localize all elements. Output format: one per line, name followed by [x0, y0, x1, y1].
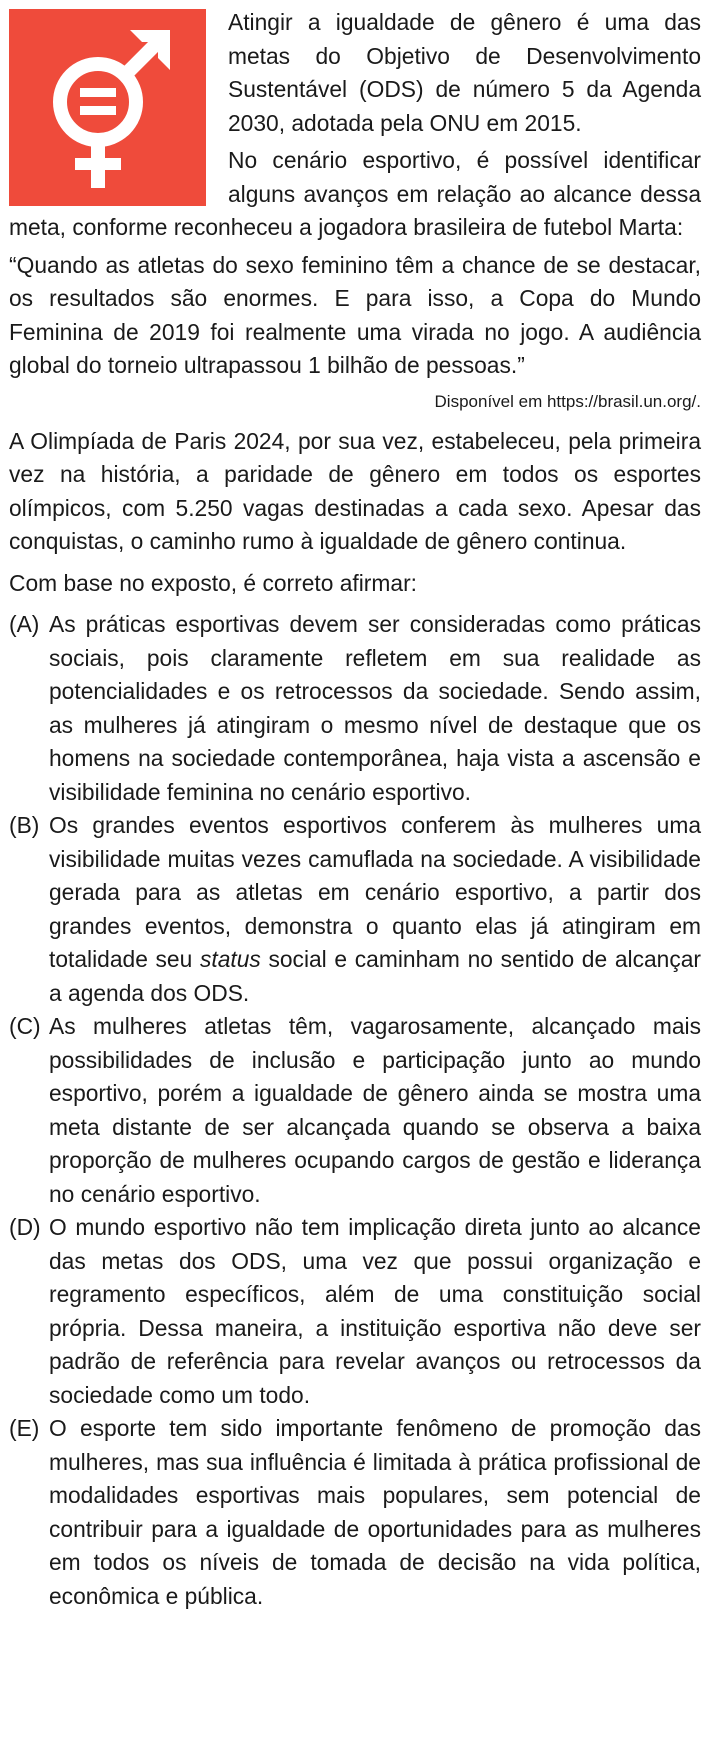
option-text: As práticas esportivas devem ser consideradas como práticas sociais, pois claramente refletem em sua realidade as potencialidades e os retrocessos da sociedade. Sendo assim, as mulheres já atingiram o mesmo nível de destaque que os homens na sociedade contemporânea, haja vista a ascensão e visibilidade feminina no cenário esportivo. — [49, 611, 701, 805]
option-text: As mulheres atletas têm, vagarosamente, alcançado mais possibilidades de inclusão e participação junto ao mundo esportivo, porém a igualdade de gênero ainda se mostra uma meta distante de ser alcançada quando se observa a baixa proporção de mulheres ocupando cargos de gestão e liderança no cenário esportivo. — [49, 1013, 701, 1207]
option-letter: (E) — [9, 1415, 40, 1441]
option-b[interactable] — [9, 809, 701, 1010]
option-text: O mundo esportivo não tem implicação direta junto ao alcance das metas dos ODS, uma vez que possui organização e regramento específicos, além de uma constituição social própria. Dessa maneira, a instituição esportiva não deve ser padrão de referência para revelar avanços ou retrocessos da sociedade como um todo. — [49, 1214, 701, 1408]
source-citation: Disponível em https://brasil.un.org/. — [434, 391, 701, 411]
option-letter: (A) — [9, 611, 40, 637]
option-d[interactable] — [9, 1211, 701, 1412]
option-letter: (D) — [9, 1214, 41, 1240]
body-paragraph: A Olimpíada de Paris 2024, por sua vez, estabeleceu, pela primeira vez na história, a paridade de gênero em todos os esportes olímpicos, com 5.250 vagas destinadas a cada sexo. Apesar das conquistas, o caminho rumo à igualdade de gênero continua. — [9, 427, 701, 554]
option-text: O esporte tem sido importante fenômeno de promoção das mulheres, mas sua influência é limitada à prática profissional de modalidades esportivas mais populares, sem potencial de contribuir para a igualdade de oportunidades para as mulheres em todos os níveis de tomada de decisão na vida política, econômica e pública. — [49, 1415, 701, 1609]
question-prompt: Com base no exposto, é correto afirmar: — [9, 569, 417, 596]
option-e[interactable] — [9, 1412, 701, 1613]
option-text — [49, 809, 701, 1010]
option-letter: (B) — [9, 812, 40, 838]
marta-quote: “Quando as atletas do sexo feminino têm a chance de se destacar, os resultados são enormes. E para isso, a Copa do Mundo Feminina de 2019 foi realmente uma virada no jogo. A audiência global do torneio ultrapassou 1 bilhão de pessoas.” — [9, 251, 701, 378]
option-c[interactable] — [9, 1010, 701, 1211]
intro-paragraph-2: No cenário esportivo, é possível identificar alguns avanços em relação ao alcance dessa meta, conforme reconheceu a jogadora brasileira de futebol Marta: — [9, 147, 701, 240]
option-a[interactable] — [9, 608, 701, 809]
option-text-part: social e caminham no sentido de alcançar a agenda dos ODS. — [49, 946, 701, 1006]
answer-options — [9, 608, 701, 1613]
gender-symbol-icon — [18, 18, 198, 198]
intro-paragraph-1: Atingir a igualdade de gênero é uma das metas do Objetivo de Desenvolvimento Sustentável (ODS) de número 5 da Agenda 2030, adotada pela ONU em 2015. — [228, 9, 701, 136]
gender-equality-icon — [9, 9, 206, 206]
status-italic-word: status — [199, 946, 261, 972]
option-letter: (C) — [9, 1013, 41, 1039]
option-text-part: Os grandes eventos esportivos conferem às mulheres uma visibilidade muitas vezes camuflada na sociedade. A visibilidade gerada para as atletas em cenário esportivo, a partir dos grandes eventos, demonstra o quanto elas já atingiram em totalidade seu — [49, 812, 701, 972]
